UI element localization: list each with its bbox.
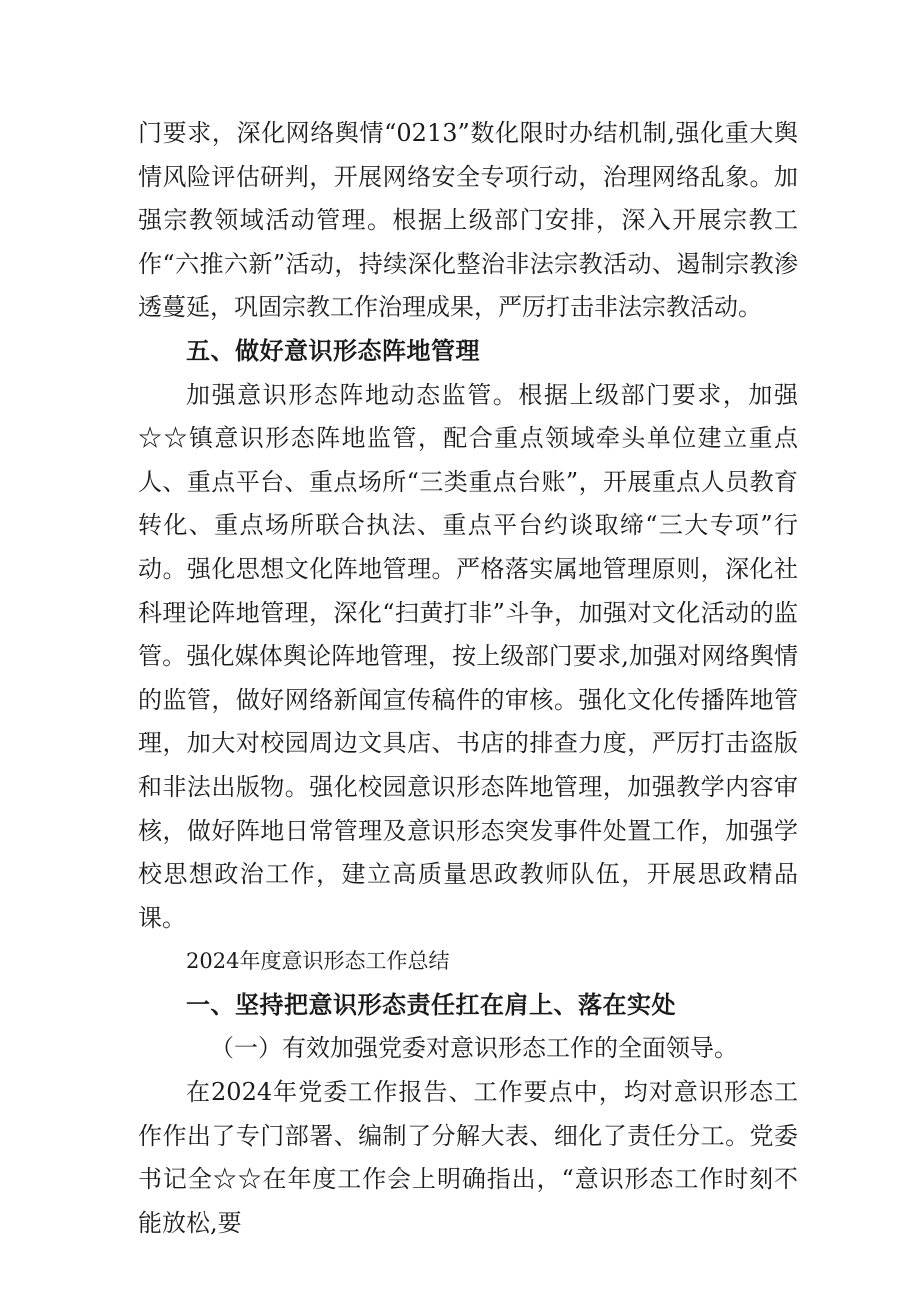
- paragraph-position-management: 加强意识形态阵地动态监管。根据上级部门要求，加强☆☆镇意识形态阵地监管，配合重点领域牵头单位建立重点人、重点平台、重点场所“三类重点台账”，开展重点人员教育转化、重点场所联合执法、重点平台约谈取缔“三大专项”行动。强化思想文化阵地管理。严格落实属地管理原则，深化社科理论阵地管理，深化“扫黄打非”斗争，加强对文化活动的监管。强化媒体舆论阵地管理，按上级部门要求,加强对网络舆情的监管，做好网络新闻宣传稿件的审核。强化文化传播阵地管理，加大对校园周边文具店、书店的排查力度，严厉打击盗版和非法出版物。强化校园意识形态阵地管理，加强教学内容审核，做好阵地日常管理及意识形态突发事件处置工作，加强学校思想政治工作，建立高质量思政教师队伍，开展思政精品课。: [138, 380, 798, 932]
- paragraph-party-leadership: 在2024年党委工作报告、工作要点中，均对意识形态工作作出了专门部署、编制了分解大表、细化了责任分工。党委书记全☆☆在年度工作会上明确指出，“意识形态工作时刻不能放松,要: [138, 1078, 798, 1237]
- section-heading-one: 一、坚持把意识形态责任扛在肩上、落在实处: [186, 990, 676, 1019]
- document-title-2024-summary: 2024年度意识形态工作总结: [186, 949, 450, 974]
- document-body: [138, 112, 798, 1245]
- section-heading-five: 五、做好意识形态阵地管理: [186, 336, 480, 365]
- subsection-heading-one: （一）有效加强党委对意识形态工作的全面领导。: [210, 1034, 738, 1063]
- paragraph-religion-management: 门要求，深化网络舆情“0213”数化限时办结机制,强化重大舆情风险评估研判，开展网络安全专项行动，治理网络乱象。加强宗教领域活动管理。根据上级部门安排，深入开展宗教工作“六推六新”活动，持续深化整治非法宗教活动、遏制宗教渗透蔓延，巩固宗教工作治理成果，严厉打击非法宗教活动。: [138, 119, 798, 322]
